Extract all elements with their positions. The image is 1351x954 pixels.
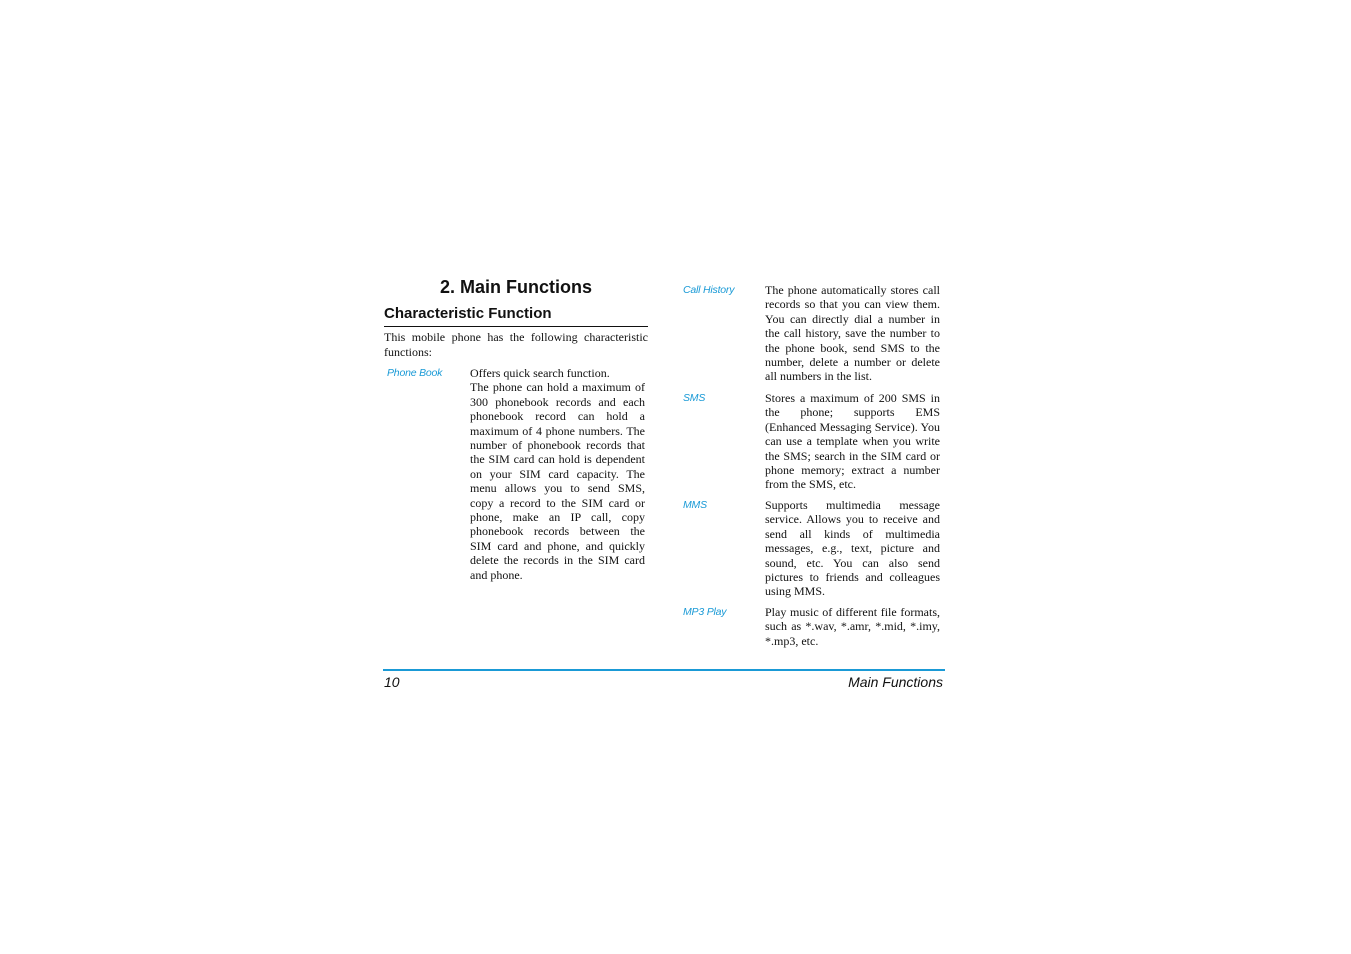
footer-section-title: Main Functions xyxy=(848,674,943,690)
footer-divider xyxy=(383,669,945,671)
desc-sms xyxy=(765,391,940,492)
desc-mms-line-1: Supports multimedia message service. Allows you to receive and send all kinds of multimedia messages, e.g., text, picture and sound, etc. You can also send pictures to friends and colleagues using MMS. xyxy=(765,498,940,599)
desc-phone-book-line-2: The phone can hold a maximum of 300 phonebook records and each phonebook record can hold a maximum of 4 phone numbers. The number of phonebook records that the SIM card can hold is dependent on your SIM card capacity. The menu allows you to send SMS, copy a record to the SIM card or phone, make an IP call, copy phonebook records between the SIM card and phone, and quickly delete the records in the SIM card and phone. xyxy=(470,380,645,582)
intro-paragraph: This mobile phone has the following characteristic functions: xyxy=(384,330,648,359)
page-number: 10 xyxy=(384,674,400,690)
desc-mms xyxy=(765,498,940,599)
section-title: Characteristic Function xyxy=(384,304,648,327)
term-mp3-play: MP3 Play xyxy=(683,606,727,618)
term-phone-book: Phone Book xyxy=(387,367,443,379)
term-sms: SMS xyxy=(683,392,706,404)
desc-mp3-play-line-1: Play music of different file formats, such as *.wav, *.amr, *.mid, *.imy, *.mp3, etc. xyxy=(765,605,940,648)
desc-call-history-line-1: The phone automatically stores call records so that you can view them. You can directly dial a number in the call history, save the number to the phone book, send SMS to the number, delete a number or delete all numbers in the list. xyxy=(765,283,940,384)
chapter-title: 2. Main Functions xyxy=(439,277,592,297)
desc-call-history xyxy=(765,283,940,384)
term-call-history: Call History xyxy=(683,284,735,296)
desc-mp3-play xyxy=(765,605,940,648)
desc-phone-book-line-1: Offers quick search function. xyxy=(470,366,610,380)
term-mms: MMS xyxy=(683,499,707,511)
desc-sms-line-1: Stores a maximum of 200 SMS in the phone; supports EMS (Enhanced Messaging Service). You can use a template when you write the SMS; search in the SIM card or phone memory; extract a number from the SMS, etc. xyxy=(765,391,940,492)
desc-phone-book xyxy=(470,366,645,582)
